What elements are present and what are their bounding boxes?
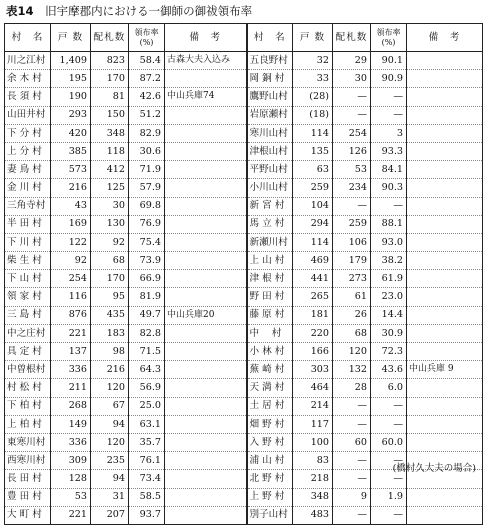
- table-row: [5, 215, 483, 233]
- households-cell: 294: [293, 215, 333, 233]
- rate-cell: 93.7: [129, 506, 165, 524]
- note-cell: 中山兵庫 9: [407, 361, 483, 379]
- households-cell: (18): [293, 106, 333, 124]
- households-cell: 114: [293, 124, 333, 142]
- village-cell: 東寒川村: [5, 433, 51, 451]
- households-cell: 33: [293, 70, 333, 88]
- rate-cell: —: [371, 506, 407, 524]
- village-cell: 中之庄村: [5, 324, 51, 342]
- note-cell: [407, 270, 483, 288]
- rate-cell: 43.6: [371, 361, 407, 379]
- rate-cell: 93.0: [371, 233, 407, 251]
- note-cell: [165, 470, 247, 488]
- rate-cell: 3: [371, 124, 407, 142]
- table-row: [5, 70, 483, 88]
- households-cell: 216: [51, 179, 91, 197]
- rate-cell: 58.4: [129, 52, 165, 70]
- village-cell: 具 定 村: [5, 343, 51, 361]
- village-cell: 小 林 村: [247, 343, 293, 361]
- distributed-cell: 30: [333, 70, 371, 88]
- households-cell: 117: [293, 415, 333, 433]
- distributed-cell: 53: [333, 161, 371, 179]
- rate-cell: 57.9: [129, 179, 165, 197]
- village-cell: 浦 山 村: [247, 452, 293, 470]
- rate-cell: 69.8: [129, 197, 165, 215]
- note-cell: [407, 415, 483, 433]
- households-cell: 1,409: [51, 52, 91, 70]
- distributed-cell: —: [333, 452, 371, 470]
- households-cell: 100: [293, 433, 333, 451]
- rate-cell: 73.9: [129, 252, 165, 270]
- note-cell: 中山兵庫20: [165, 306, 247, 324]
- note-cell: [407, 161, 483, 179]
- note-cell: [165, 215, 247, 233]
- village-cell: 下 分 村: [5, 124, 51, 142]
- note-cell: [165, 343, 247, 361]
- households-cell: 104: [293, 197, 333, 215]
- note-cell: [407, 106, 483, 124]
- village-cell: 下 柏 村: [5, 397, 51, 415]
- note-cell: [407, 70, 483, 88]
- households-cell: 135: [293, 142, 333, 160]
- note-cell: [407, 433, 483, 451]
- village-cell: 上 分 村: [5, 142, 51, 160]
- table-row: [5, 233, 483, 251]
- households-cell: 190: [51, 88, 91, 106]
- village-cell: 柴 生 村: [5, 252, 51, 270]
- note-cell: [165, 452, 247, 470]
- households-cell: 876: [51, 306, 91, 324]
- distributed-cell: 61: [333, 288, 371, 306]
- rate-cell: 63.1: [129, 415, 165, 433]
- distributed-cell: —: [333, 397, 371, 415]
- header-village: 村 名: [5, 24, 51, 52]
- rate-cell: 60.0: [371, 433, 407, 451]
- households-cell: 122: [51, 233, 91, 251]
- distributed-cell: —: [333, 506, 371, 524]
- households-cell: 128: [51, 470, 91, 488]
- households-cell: 265: [293, 288, 333, 306]
- header-distributed: 配札数: [91, 24, 129, 52]
- village-cell: 畑 野 村: [247, 415, 293, 433]
- distributed-cell: 823: [91, 52, 129, 70]
- note-cell: [165, 106, 247, 124]
- households-cell: 441: [293, 270, 333, 288]
- distributed-cell: 26: [333, 306, 371, 324]
- households-cell: 336: [51, 433, 91, 451]
- village-cell: 領 家 村: [5, 288, 51, 306]
- note-cell: [407, 88, 483, 106]
- distributed-cell: 106: [333, 233, 371, 251]
- distributed-cell: 132: [333, 361, 371, 379]
- village-cell: 半 田 村: [5, 215, 51, 233]
- note-cell: [407, 179, 483, 197]
- households-cell: 214: [293, 397, 333, 415]
- table-row: [5, 488, 483, 506]
- distributed-cell: 150: [91, 106, 129, 124]
- households-cell: 195: [51, 70, 91, 88]
- distributed-cell: 348: [91, 124, 129, 142]
- distributed-cell: 94: [91, 470, 129, 488]
- note-cell: 古森大夫入込み: [165, 52, 247, 70]
- table-row: [5, 397, 483, 415]
- distributed-cell: 28: [333, 379, 371, 397]
- households-cell: 149: [51, 415, 91, 433]
- households-cell: 385: [51, 142, 91, 160]
- table-row: [5, 415, 483, 433]
- distributed-cell: 125: [91, 179, 129, 197]
- households-cell: 259: [293, 179, 333, 197]
- households-cell: 220: [293, 324, 333, 342]
- distributed-cell: 81: [91, 88, 129, 106]
- distributed-cell: 259: [333, 215, 371, 233]
- distributed-cell: 120: [91, 379, 129, 397]
- village-cell: 藤 原 村: [247, 306, 293, 324]
- households-cell: 181: [293, 306, 333, 324]
- rate-cell: —: [371, 106, 407, 124]
- note-cell: [407, 506, 483, 524]
- households-cell: 114: [293, 233, 333, 251]
- distributed-cell: 29: [333, 52, 371, 70]
- households-cell: 221: [51, 506, 91, 524]
- distributed-cell: 273: [333, 270, 371, 288]
- rate-cell: 84.1: [371, 161, 407, 179]
- note-cell: [165, 324, 247, 342]
- distributed-cell: —: [333, 197, 371, 215]
- distributed-cell: 120: [91, 433, 129, 451]
- note-cell: [165, 379, 247, 397]
- rate-cell: —: [371, 197, 407, 215]
- rate-cell: 30.9: [371, 324, 407, 342]
- distributed-cell: 179: [333, 252, 371, 270]
- households-cell: 92: [51, 252, 91, 270]
- households-cell: 573: [51, 161, 91, 179]
- households-cell: 303: [293, 361, 333, 379]
- rate-cell: 93.3: [371, 142, 407, 160]
- village-cell: 村 松 村: [5, 379, 51, 397]
- rate-cell: —: [371, 397, 407, 415]
- note-cell: [407, 215, 483, 233]
- households-cell: 53: [51, 488, 91, 506]
- rate-cell: 51.2: [129, 106, 165, 124]
- village-cell: 蕪 崎 村: [247, 361, 293, 379]
- village-cell: 天 満 村: [247, 379, 293, 397]
- distributed-cell: 68: [333, 324, 371, 342]
- header-note: 備 考: [165, 24, 247, 52]
- households-cell: (28): [293, 88, 333, 106]
- village-cell: 大 町 村: [5, 506, 51, 524]
- rate-cell: 66.9: [129, 270, 165, 288]
- households-cell: 169: [51, 215, 91, 233]
- distributed-cell: 31: [91, 488, 129, 506]
- note-cell: [165, 488, 247, 506]
- table-row: [5, 161, 483, 179]
- table-row: [5, 179, 483, 197]
- distributed-cell: 9: [333, 488, 371, 506]
- village-cell: 寒川山村: [247, 124, 293, 142]
- village-cell: 中 村: [247, 324, 293, 342]
- rate-cell: 6.0: [371, 379, 407, 397]
- rate-cell: 82.8: [129, 324, 165, 342]
- households-cell: 43: [51, 197, 91, 215]
- village-cell: 山田井村: [5, 106, 51, 124]
- note-cell: [407, 343, 483, 361]
- village-cell: 長 田 村: [5, 470, 51, 488]
- table-row: [5, 197, 483, 215]
- households-cell: 63: [293, 161, 333, 179]
- rate-cell: 90.9: [371, 70, 407, 88]
- distribution-table: [4, 23, 483, 525]
- village-cell: 野 田 村: [247, 288, 293, 306]
- note-cell: [407, 197, 483, 215]
- note-cell: [165, 252, 247, 270]
- rate-cell: —: [371, 88, 407, 106]
- village-cell: 馬 立 村: [247, 215, 293, 233]
- distributed-cell: 412: [91, 161, 129, 179]
- rate-cell: 81.9: [129, 288, 165, 306]
- rate-cell: 30.6: [129, 142, 165, 160]
- distributed-cell: 234: [333, 179, 371, 197]
- village-cell: 西寒川村: [5, 452, 51, 470]
- note-cell: [407, 252, 483, 270]
- note-cell: [165, 506, 247, 524]
- distributed-cell: 170: [91, 70, 129, 88]
- header-note: 備 考: [407, 24, 483, 52]
- village-cell: 豊 田 村: [5, 488, 51, 506]
- distributed-cell: 118: [91, 142, 129, 160]
- distributed-cell: 60: [333, 433, 371, 451]
- households-cell: 221: [51, 324, 91, 342]
- village-cell: 五良野村: [247, 52, 293, 70]
- rate-cell: 25.0: [129, 397, 165, 415]
- note-cell: [407, 306, 483, 324]
- rate-cell: 72.3: [371, 343, 407, 361]
- households-cell: 336: [51, 361, 91, 379]
- rate-cell: 23.0: [371, 288, 407, 306]
- note-cell: [165, 397, 247, 415]
- note-cell: [165, 415, 247, 433]
- rate-cell: 58.5: [129, 488, 165, 506]
- distributed-cell: 94: [91, 415, 129, 433]
- rate-cell: 73.4: [129, 470, 165, 488]
- distributed-cell: 30: [91, 197, 129, 215]
- table-row: [5, 142, 483, 160]
- distributed-cell: 120: [333, 343, 371, 361]
- header-distributed: 配札数: [333, 24, 371, 52]
- rate-cell: 90.3: [371, 179, 407, 197]
- village-cell: 新 宮 村: [247, 197, 293, 215]
- households-cell: 254: [51, 270, 91, 288]
- note-cell: [407, 124, 483, 142]
- table-row: [5, 106, 483, 124]
- table-body: [5, 52, 483, 525]
- rate-cell: 71.5: [129, 343, 165, 361]
- note-cell: [165, 197, 247, 215]
- distributed-cell: 207: [91, 506, 129, 524]
- table-row: [5, 379, 483, 397]
- note-cell: 中山兵庫74: [165, 88, 247, 106]
- village-cell: 金 川 村: [5, 179, 51, 197]
- village-cell: 別子山村: [247, 506, 293, 524]
- note-cell: [407, 142, 483, 160]
- header-rate: 領布率 (%): [129, 24, 165, 52]
- note-cell: [407, 397, 483, 415]
- table-row: [5, 506, 483, 524]
- village-cell: 三角寺村: [5, 197, 51, 215]
- village-cell: 下 川 村: [5, 233, 51, 251]
- village-cell: 小川山村: [247, 179, 293, 197]
- village-cell: 津 根 村: [247, 270, 293, 288]
- rate-cell: 87.2: [129, 70, 165, 88]
- households-cell: 268: [51, 397, 91, 415]
- households-cell: 469: [293, 252, 333, 270]
- distributed-cell: 68: [91, 252, 129, 270]
- village-cell: 津根山村: [247, 142, 293, 160]
- rate-cell: 64.3: [129, 361, 165, 379]
- distributed-cell: 170: [91, 270, 129, 288]
- households-cell: 218: [293, 470, 333, 488]
- rate-cell: —: [371, 452, 407, 470]
- table-row: [5, 288, 483, 306]
- note-cell: [165, 161, 247, 179]
- households-cell: 348: [293, 488, 333, 506]
- distributed-cell: 98: [91, 343, 129, 361]
- village-cell: 中曽根村: [5, 361, 51, 379]
- note-cell: [165, 124, 247, 142]
- rate-cell: —: [371, 470, 407, 488]
- note-cell: [407, 324, 483, 342]
- rate-cell: —: [371, 415, 407, 433]
- note-cell: [165, 179, 247, 197]
- households-cell: 420: [51, 124, 91, 142]
- rate-cell: 82.9: [129, 124, 165, 142]
- note-cell: [407, 379, 483, 397]
- header-households: 戸 数: [51, 24, 91, 52]
- note-cell: [407, 288, 483, 306]
- table-row: [5, 270, 483, 288]
- households-cell: 116: [51, 288, 91, 306]
- note-cell: [407, 52, 483, 70]
- table-row: [5, 324, 483, 342]
- households-cell: 211: [51, 379, 91, 397]
- households-cell: 83: [293, 452, 333, 470]
- distributed-cell: 235: [91, 452, 129, 470]
- rate-cell: 1.9: [371, 488, 407, 506]
- source-note: (橋村久大夫の場合): [392, 463, 476, 474]
- village-cell: 上 柏 村: [5, 415, 51, 433]
- households-cell: 309: [51, 452, 91, 470]
- households-cell: 32: [293, 52, 333, 70]
- rate-cell: 76.9: [129, 215, 165, 233]
- table-number: 表14: [6, 4, 34, 18]
- rate-cell: 56.9: [129, 379, 165, 397]
- table-row: [5, 52, 483, 70]
- table-row: [5, 124, 483, 142]
- distributed-cell: —: [333, 106, 371, 124]
- table-title: [6, 3, 252, 21]
- note-cell: [165, 433, 247, 451]
- village-cell: 上 山 村: [247, 252, 293, 270]
- table-row: [5, 343, 483, 361]
- households-cell: 464: [293, 379, 333, 397]
- table-row: [5, 433, 483, 451]
- village-cell: 平野山村: [247, 161, 293, 179]
- distributed-cell: 183: [91, 324, 129, 342]
- households-cell: 137: [51, 343, 91, 361]
- rate-cell: 71.9: [129, 161, 165, 179]
- header-village: 村 名: [247, 24, 293, 52]
- table-row: [5, 361, 483, 379]
- village-cell: 川之江村: [5, 52, 51, 70]
- distributed-cell: 130: [91, 215, 129, 233]
- header-rate: 領布率 (%): [371, 24, 407, 52]
- rate-cell: 76.1: [129, 452, 165, 470]
- table-caption: 旧宇摩郡内における一御師の御祓領布率: [45, 4, 253, 18]
- rate-cell: 49.7: [129, 306, 165, 324]
- table-row: [5, 88, 483, 106]
- village-cell: 入 野 村: [247, 433, 293, 451]
- rate-cell: 14.4: [371, 306, 407, 324]
- rate-cell: 75.4: [129, 233, 165, 251]
- village-cell: 長 須 村: [5, 88, 51, 106]
- rate-cell: 38.2: [371, 252, 407, 270]
- distributed-cell: 92: [91, 233, 129, 251]
- village-cell: 妻 鳥 村: [5, 161, 51, 179]
- note-cell: [165, 270, 247, 288]
- rate-cell: 61.9: [371, 270, 407, 288]
- village-cell: 上 野 村: [247, 488, 293, 506]
- header-row: [5, 24, 483, 52]
- village-cell: 岡 銅 村: [247, 70, 293, 88]
- village-cell: 鷹野山村: [247, 88, 293, 106]
- note-cell: [165, 361, 247, 379]
- rate-cell: 35.7: [129, 433, 165, 451]
- note-cell: [165, 233, 247, 251]
- table-row: [5, 306, 483, 324]
- village-cell: 三 島 村: [5, 306, 51, 324]
- note-cell: [407, 488, 483, 506]
- distributed-cell: —: [333, 470, 371, 488]
- rate-cell: 90.1: [371, 52, 407, 70]
- village-cell: 岩原瀬村: [247, 106, 293, 124]
- distributed-cell: —: [333, 88, 371, 106]
- note-cell: [165, 142, 247, 160]
- distributed-cell: 435: [91, 306, 129, 324]
- rate-cell: 42.6: [129, 88, 165, 106]
- households-cell: 293: [51, 106, 91, 124]
- note-cell: [165, 288, 247, 306]
- households-cell: 483: [293, 506, 333, 524]
- distributed-cell: 126: [333, 142, 371, 160]
- village-cell: 余 木 村: [5, 70, 51, 88]
- header-households: 戸 数: [293, 24, 333, 52]
- village-cell: 土 居 村: [247, 397, 293, 415]
- distributed-cell: —: [333, 415, 371, 433]
- village-cell: 新瀬川村: [247, 233, 293, 251]
- distributed-cell: 67: [91, 397, 129, 415]
- distributed-cell: 95: [91, 288, 129, 306]
- table-row: [5, 252, 483, 270]
- distributed-cell: 216: [91, 361, 129, 379]
- note-cell: [407, 233, 483, 251]
- village-cell: 北 野 村: [247, 470, 293, 488]
- households-cell: 166: [293, 343, 333, 361]
- rate-cell: 88.1: [371, 215, 407, 233]
- village-cell: 下 山 村: [5, 270, 51, 288]
- note-cell: [165, 70, 247, 88]
- distributed-cell: 254: [333, 124, 371, 142]
